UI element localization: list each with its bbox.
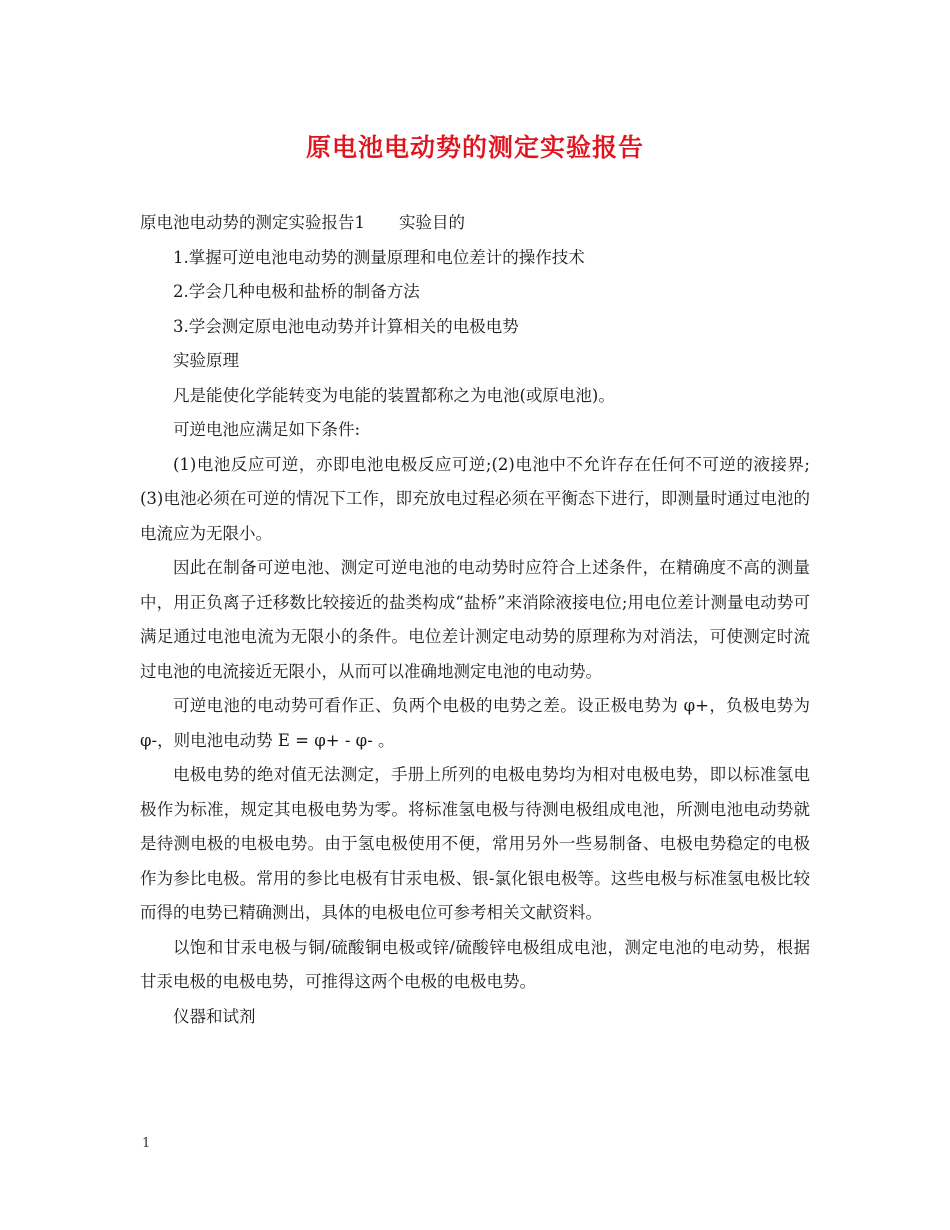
document-body: [140, 206, 810, 1034]
section-heading-purpose: 实验目的: [399, 213, 465, 232]
first-line: [140, 206, 810, 241]
purpose-item-3: 3.学会测定原电池电动势并计算相关的电极电势: [173, 316, 519, 336]
paragraph-calomel: 以饱和甘汞电极与铜/硫酸铜电极或锌/硫酸锌电极组成电池，测定电池的电动势，根据甘汞电极的电极电势，可推得这两个电极的电极电势。: [140, 937, 810, 991]
section-heading-instruments: 仪器和试剂: [173, 1006, 256, 1026]
paragraph-conditions-intro: 可逆电池应满足如下条件:: [173, 420, 361, 439]
paragraph-emf-formula: 可逆电池的电动势可看作正、负两个电极的电势之差。设正极电势为 φ+，负极电势为 φ-，则电池电动势 E = φ+ - φ- 。: [140, 696, 810, 750]
paragraph-conditions: (1)电池反应可逆，亦即电池电极反应可逆;(2)电池中不允许存在任何不可逆的液接界;(3)电池必须在可逆的情况下工作，即充放电过程必须在平衡态下进行，即测量时通过电池的电流应为无限小。: [140, 454, 810, 543]
report-heading: 原电池电动势的测定实验报告1: [140, 213, 365, 232]
purpose-item-2: 2.学会几种电极和盐桥的制备方法: [173, 282, 420, 301]
paragraph-salt-bridge: 因此在制备可逆电池、测定可逆电池的电动势时应符合上述条件，在精确度不高的测量中，用正负离子迁移数比较接近的盐类构成“盐桥”来消除液接电位;用电位差计测量电动势可满足通过电池电流为无限小的条件。电位差计测定电动势的原理称为对消法，可使测定时流过电池的电流接近无限小，从而可以准确地测定电池的电动势。: [140, 558, 810, 681]
document-title: 原电池电动势的测定实验报告: [305, 133, 644, 162]
purpose-item-1: 1.掌握可逆电池电动势的测量原理和电位差计的操作技术: [173, 247, 585, 267]
page-number: 1: [142, 1136, 151, 1151]
paragraph-definition: 凡是能使化学能转变为电能的装置都称之为电池(或原电池)。: [173, 385, 615, 405]
paragraph-electrode-potential: 电极电势的绝对值无法测定，手册上所列的电极电势均为相对电极电势，即以标准氢电极作为标准，规定其电极电势为零。将标准氢电极与待测电极组成电池，所测电池电动势就是待测电极的电极电势。由于氢电极使用不便，常用另外一些易制备、电极电势稳定的电极作为参比电极。常用的参比电极有甘汞电极、银-氯化银电极等。这些电极与标准氢电极比较而得的电势已精确测出，具体的电极电位可参考相关文献资料。: [140, 765, 810, 922]
section-heading-principle: 实验原理: [173, 351, 239, 370]
